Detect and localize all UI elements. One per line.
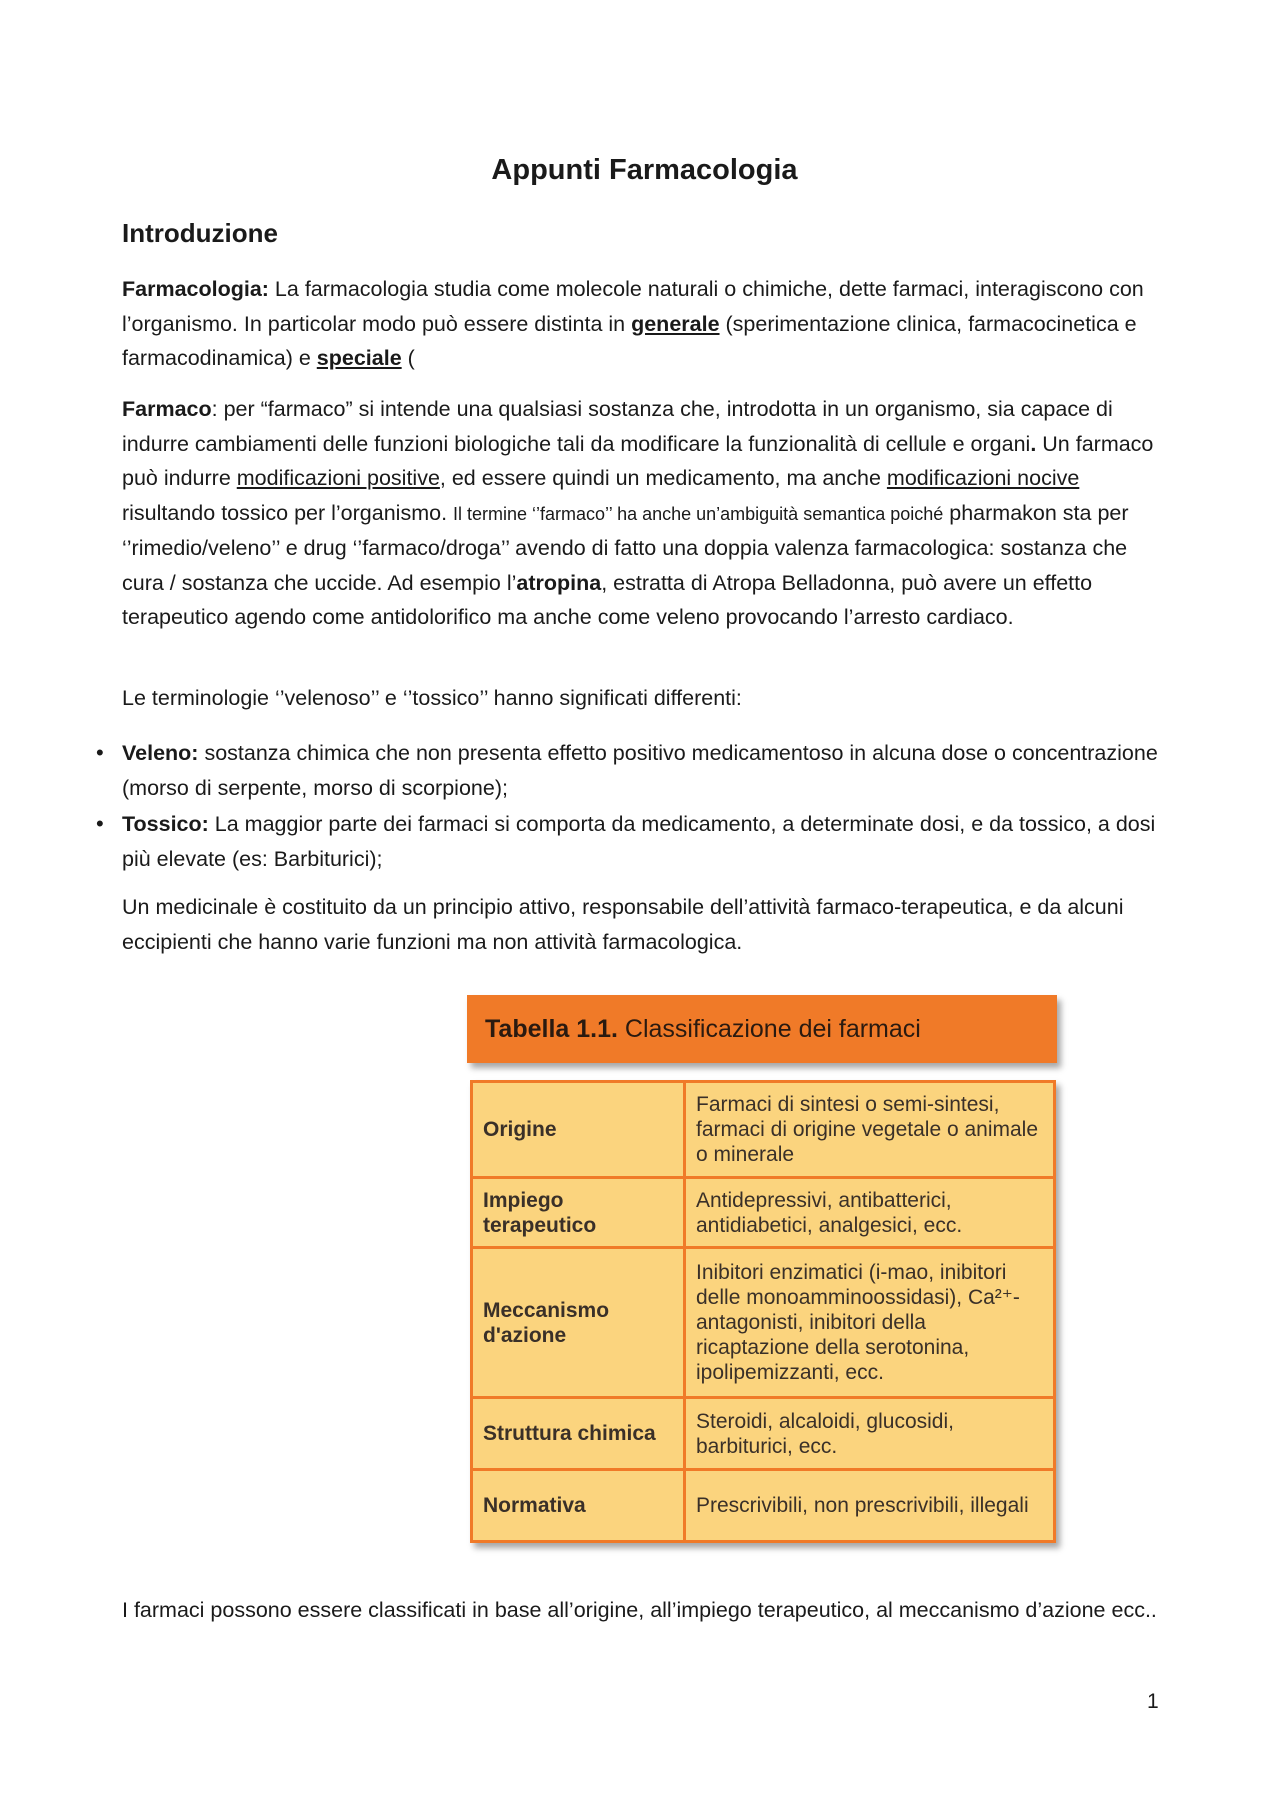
term-modificazioni-positive: modificazioni positive bbox=[236, 466, 440, 490]
table-row bbox=[472, 1248, 1055, 1398]
table-cell-value: Farmaci di sintesi o semi-sintesi, farmaci di origine vegetale o animale o minerale bbox=[685, 1082, 1055, 1178]
bullet-list bbox=[94, 736, 1167, 878]
table-row bbox=[472, 1470, 1055, 1542]
table-caption-label: Tabella 1.1. bbox=[485, 1014, 618, 1043]
classification-table bbox=[470, 1080, 1056, 1543]
table-cell-value: Antidepressivi, antibatterici, antidiabetici, analgesici, ecc. bbox=[685, 1178, 1055, 1248]
table-row bbox=[472, 1398, 1055, 1470]
bullet-icon: • bbox=[96, 811, 104, 836]
paragraph-farmaco bbox=[122, 392, 1167, 635]
section-heading: Introduzione bbox=[122, 218, 278, 248]
document-title: Appunti Farmacologia bbox=[491, 154, 798, 186]
text-segment: La farmacologia studia come molecole naturali o chimiche, dette farmaci, interagiscono con l’organismo. In particolar modo può essere distinta in bbox=[122, 277, 1144, 336]
text-segment: , ed essere quindi un medicamento, ma anche bbox=[439, 466, 887, 490]
text-segment: pharmakon sta per ‘’rimedio/veleno’’ e drug ‘’farmaco/droga’’ avendo di fatto una doppia valenza farmacologica: sostanza che cura / sostanza che uccide. Ad esempio l’ bbox=[122, 500, 1129, 595]
text-segment: (sperimentazione clinica, farmacocinetica e farmacodinamica) e bbox=[122, 311, 1137, 370]
text-segment: ( bbox=[401, 346, 415, 370]
term-tossico: Tossico: bbox=[122, 812, 209, 836]
table-cell-value: Prescrivibili, non prescrivibili, illegali bbox=[685, 1470, 1055, 1542]
term-farmacologia: Farmacologia: bbox=[122, 277, 269, 301]
table-cell-key: Origine bbox=[472, 1082, 685, 1178]
table-cell-value: Inibitori enzimatici (i-mao, inibitori delle monoamminoossidasi), Ca²⁺-antagonisti, inibitori della ricaptazione della serotonina, ipolipemizzanti, ecc. bbox=[685, 1248, 1055, 1398]
term-farmaco: Farmaco bbox=[122, 397, 212, 421]
list-item-text: sostanza chimica che non presenta effetto positivo medicamentoso in alcuna dose o concentrazione (morso di serpente, morso di scorpione); bbox=[122, 741, 1158, 800]
classification-table-figure bbox=[467, 995, 1062, 1555]
text-segment: risultando tossico per l’organismo. bbox=[122, 500, 454, 525]
table-row bbox=[472, 1178, 1055, 1248]
table-cell-key: Normativa bbox=[472, 1470, 685, 1542]
small-text-segment: Il termine ‘’farmaco’’ ha anche un’ambiguità semantica poiché bbox=[453, 503, 944, 524]
paragraph-farmacologia bbox=[122, 272, 1167, 376]
page-number: 1 bbox=[1147, 1690, 1159, 1713]
term-atropina: atropina bbox=[516, 570, 602, 595]
list-item-text: La maggior parte dei farmaci si comporta da medicamento, a determinate dosi, e da tossico, a dosi più elevate (es: Barbiturici); bbox=[122, 812, 1156, 871]
table-cell-key: Impiego terapeutico bbox=[472, 1178, 685, 1248]
term-modificazioni-nocive: modificazioni nocive bbox=[886, 466, 1080, 490]
text-segment: : per “farmaco” si intende una qualsiasi sostanza che, introdotta in un organismo, sia capace di indurre cambiamenti delle funzioni biologiche tali da modificare la funzionalità di cellule e organi bbox=[122, 397, 1113, 456]
table-caption-bar bbox=[467, 995, 1057, 1063]
paragraph-classificazione: I farmaci possono essere classificati in base all’origine, all’impiego terapeutico, al meccanismo d’azione ecc.. bbox=[122, 1598, 1157, 1622]
term-veleno: Veleno: bbox=[122, 741, 199, 765]
text-segment: . bbox=[1030, 431, 1037, 456]
table-cell-key: Struttura chimica bbox=[472, 1398, 685, 1470]
text-segment: , estratta di Atropa Belladonna, può avere un effetto terapeutico agendo come antidolorifico ma anche come veleno provocando l’arresto cardiaco. bbox=[122, 570, 1093, 629]
bullet-icon: • bbox=[96, 740, 104, 765]
text-segment: Un farmaco può indurre bbox=[122, 431, 1154, 490]
list-item bbox=[94, 736, 1167, 805]
paragraph-terminologie: Le terminologie ‘’velenoso’’ e ‘’tossico’’ hanno significati differenti: bbox=[122, 686, 742, 710]
term-generale: generale bbox=[631, 311, 720, 336]
term-speciale: speciale bbox=[316, 346, 402, 370]
table-cell-value: Steroidi, alcaloidi, glucosidi, barbiturici, ecc. bbox=[685, 1398, 1055, 1470]
table-caption bbox=[467, 1015, 921, 1044]
table-cell-key: Meccanismo d'azione bbox=[472, 1248, 685, 1398]
list-item bbox=[94, 807, 1167, 876]
paragraph-medicinale: Un medicinale è costituito da un principio attivo, responsabile dell’attività farmaco-terapeutica, e da alcuni eccipienti che hanno varie funzioni ma non attività farmacologica. bbox=[122, 895, 1124, 954]
table-caption-text: Classificazione dei farmaci bbox=[617, 1014, 921, 1043]
table-row bbox=[472, 1082, 1055, 1178]
